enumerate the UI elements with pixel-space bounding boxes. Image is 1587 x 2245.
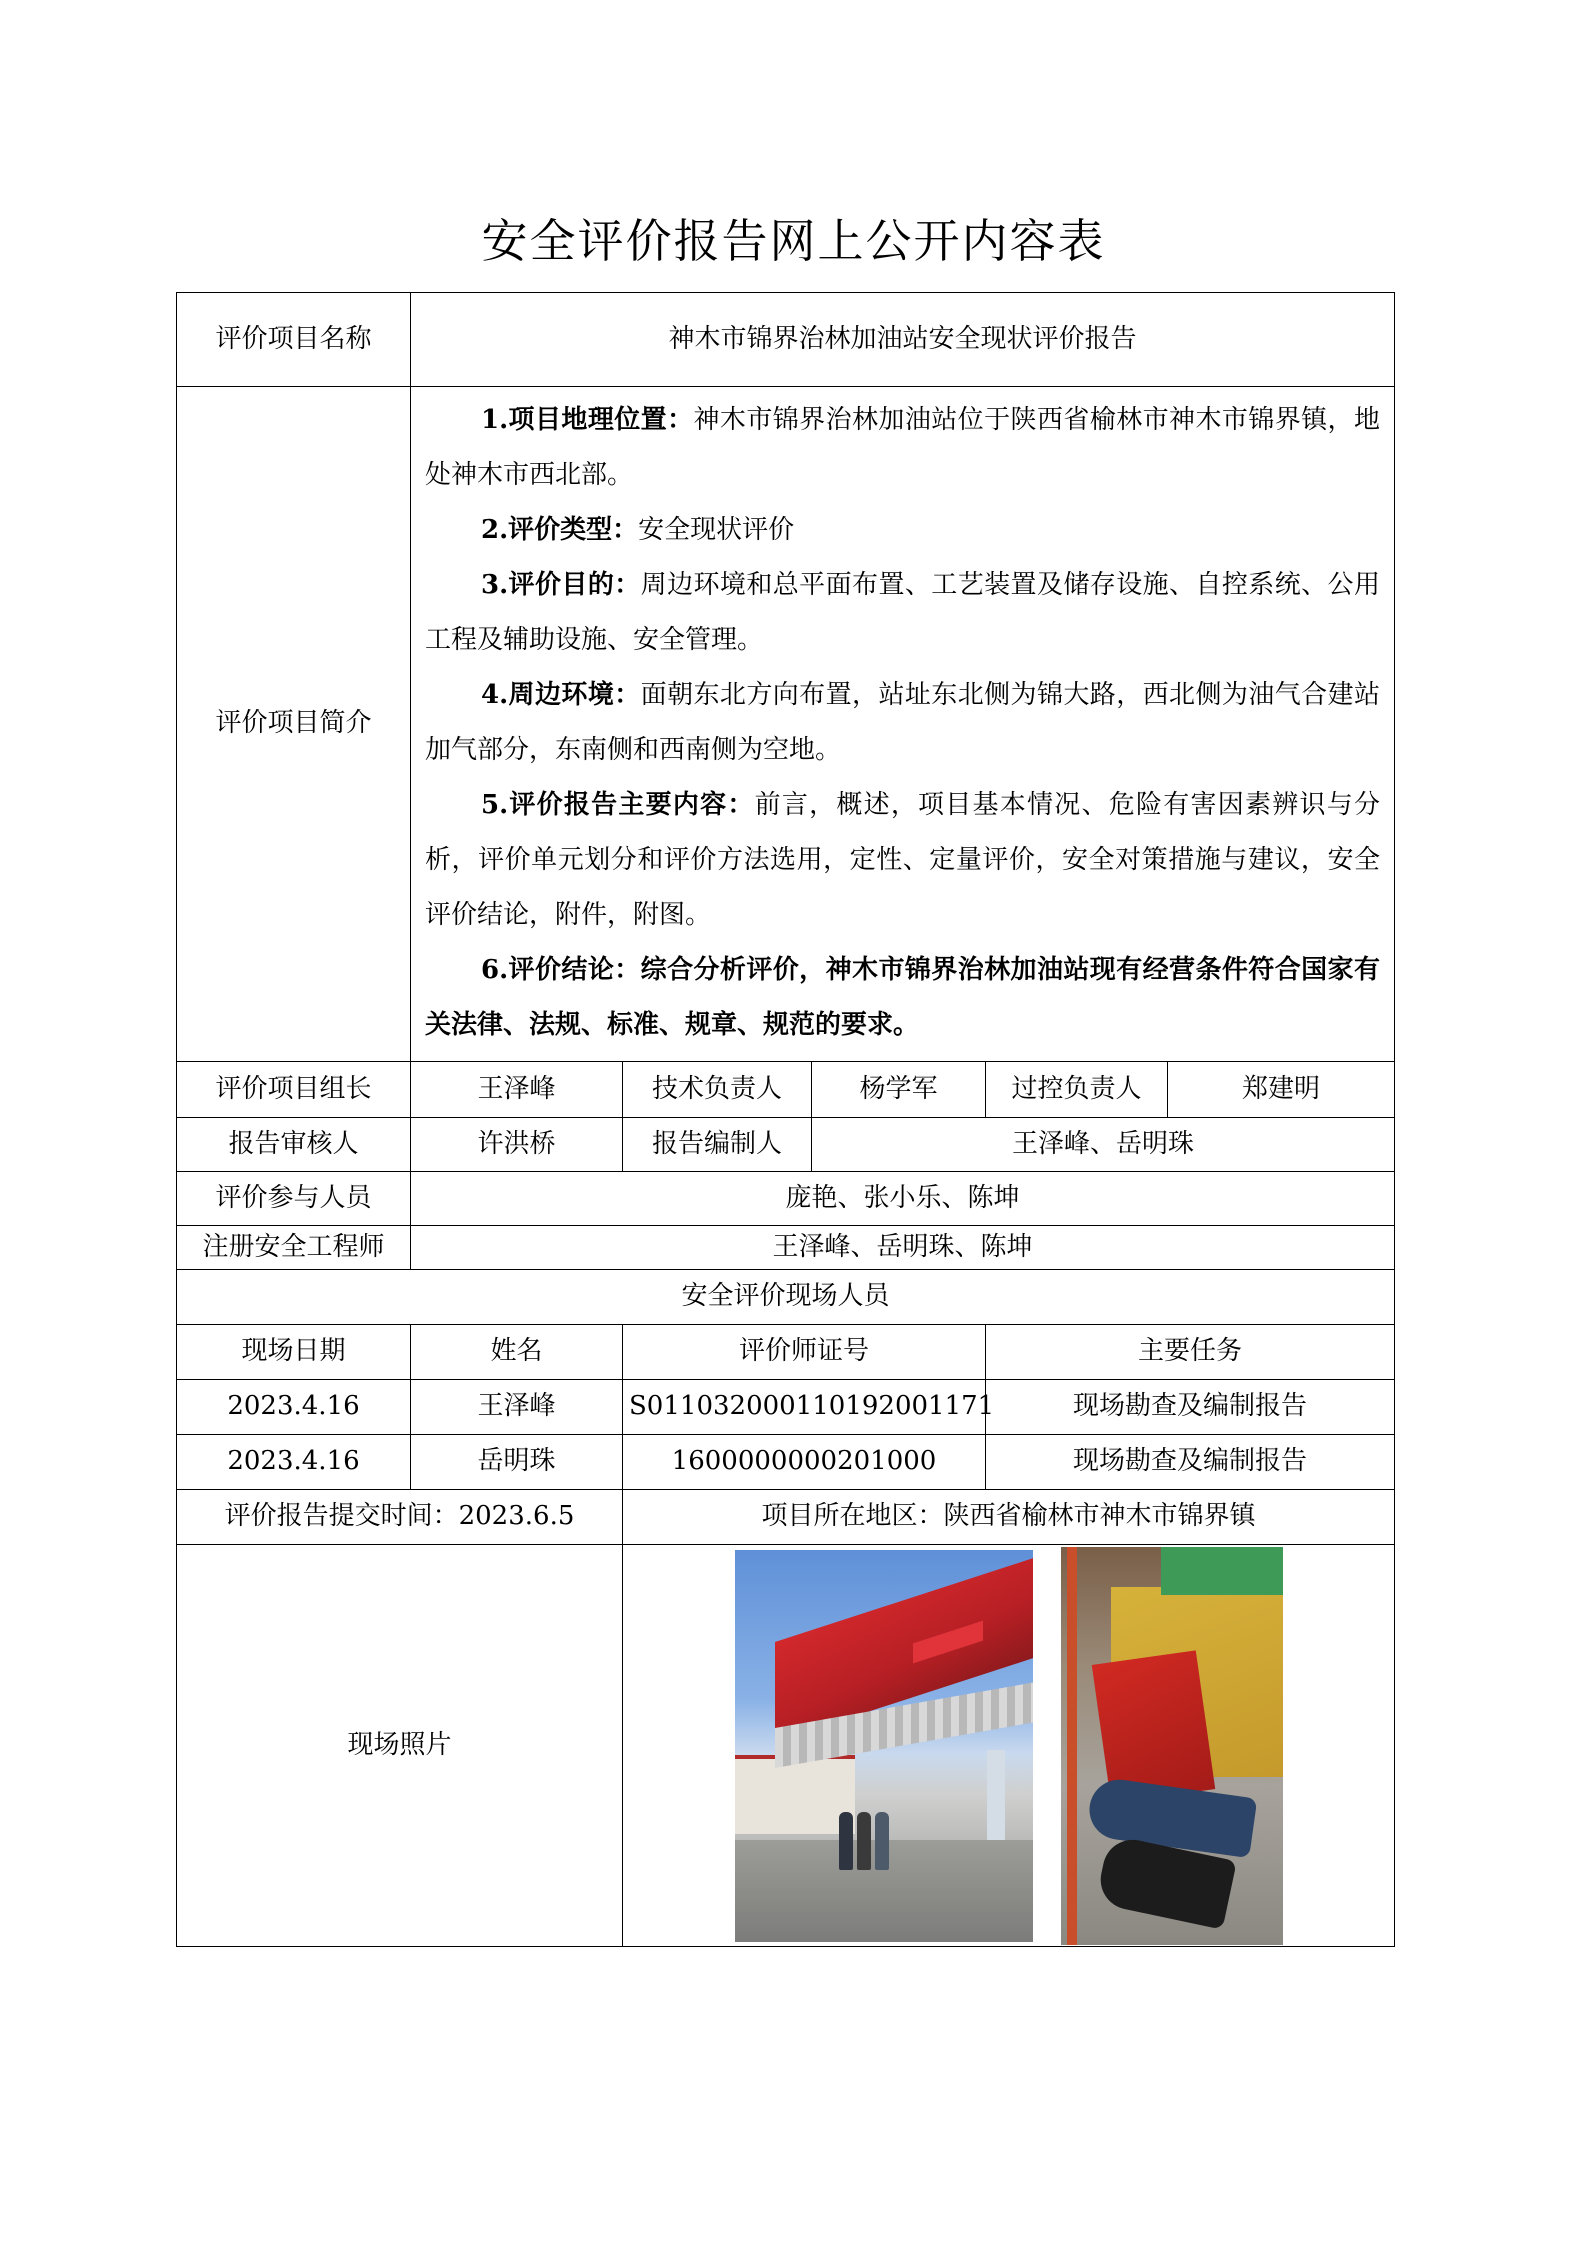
intro-location: 1.项目地理位置：神木市锦界治林加油站位于陕西省榆林市神木市锦界镇，地处神木市西北部。	[425, 405, 1380, 490]
process-value: 郑建明	[1168, 1062, 1395, 1118]
engineers-label: 注册安全工程师	[177, 1226, 411, 1270]
intro-conclusion: 6.评价结论：综合分析评价，神木市锦界治林加油站现有经营条件符合国家有关法律、法规、标准、规章、规范的要求。	[425, 955, 1380, 1040]
author-value: 王泽峰、岳明珠	[812, 1118, 1395, 1172]
site-cert: 1600000000201000	[623, 1435, 986, 1490]
photos-label: 现场照片	[177, 1545, 623, 1947]
site-date: 2023.4.16	[177, 1380, 411, 1435]
site-cert: S011032000110192001171	[623, 1380, 986, 1435]
leader-value: 王泽峰	[411, 1062, 623, 1118]
author-label: 报告编制人	[623, 1118, 812, 1172]
submit-time: 评价报告提交时间：2023.6.5	[177, 1490, 623, 1545]
participants-label: 评价参与人员	[177, 1172, 411, 1226]
process-label: 过控负责人	[986, 1062, 1168, 1118]
page-title: 安全评价报告网上公开内容表	[481, 214, 1106, 268]
table-row	[177, 1380, 1395, 1435]
leader-label: 评价项目组长	[177, 1062, 411, 1118]
tech-label: 技术负责人	[623, 1062, 812, 1118]
site-task: 现场勘查及编制报告	[986, 1435, 1395, 1490]
tech-value: 杨学军	[812, 1062, 986, 1118]
intro-environment: 4.周边环境：面朝东北方向布置，站址东北侧为锦大路，西北侧为油气合建站加气部分，东南侧和西南侧为空地。	[425, 680, 1380, 765]
site-photo-inspection	[1061, 1547, 1283, 1945]
reviewer-label: 报告审核人	[177, 1118, 411, 1172]
site-name: 王泽峰	[411, 1380, 623, 1435]
row-project-intro	[177, 387, 1395, 1062]
project-intro-label: 评价项目简介	[177, 387, 411, 1062]
row-photos	[177, 1545, 1395, 1947]
site-task: 现场勘查及编制报告	[986, 1380, 1395, 1435]
table-row	[177, 1435, 1395, 1490]
row-project-name	[177, 293, 1395, 387]
intro-purpose: 3.评价目的：周边环境和总平面布置、工艺装置及储存设施、自控系统、公用工程及辅助设施、安全管理。	[425, 570, 1380, 655]
header-cert: 评价师证号	[623, 1325, 986, 1380]
site-section-title: 安全评价现场人员	[177, 1270, 1395, 1325]
row-leader	[177, 1062, 1395, 1118]
photos-cell	[623, 1545, 1395, 1947]
row-engineers	[177, 1226, 1395, 1270]
intro-type: 2.评价类型：安全现状评价	[481, 515, 795, 545]
header-name: 姓名	[411, 1325, 623, 1380]
row-participants	[177, 1172, 1395, 1226]
site-date: 2023.4.16	[177, 1435, 411, 1490]
intro-content: 5.评价报告主要内容：前言，概述，项目基本情况、危险有害因素辨识与分析，评价单元划分和评价方法选用，定性、定量评价，安全对策措施与建议，安全评价结论，附件，附图。	[425, 790, 1380, 930]
header-date: 现场日期	[177, 1325, 411, 1380]
site-name: 岳明珠	[411, 1435, 623, 1490]
site-photo-station	[735, 1550, 1033, 1942]
project-name-value: 神木市锦界治林加油站安全现状评价报告	[411, 293, 1395, 387]
project-intro-content	[411, 387, 1395, 1062]
engineers-value: 王泽峰、岳明珠、陈坤	[411, 1226, 1395, 1270]
reviewer-value: 许洪桥	[411, 1118, 623, 1172]
row-site-headers	[177, 1325, 1395, 1380]
report-table	[176, 292, 1395, 1947]
project-name-label: 评价项目名称	[177, 293, 411, 387]
row-submit	[177, 1490, 1395, 1545]
location-area: 项目所在地区：陕西省榆林市神木市锦界镇	[623, 1490, 1395, 1545]
row-site-title	[177, 1270, 1395, 1325]
header-task: 主要任务	[986, 1325, 1395, 1380]
row-reviewer	[177, 1118, 1395, 1172]
participants-value: 庞艳、张小乐、陈坤	[411, 1172, 1395, 1226]
